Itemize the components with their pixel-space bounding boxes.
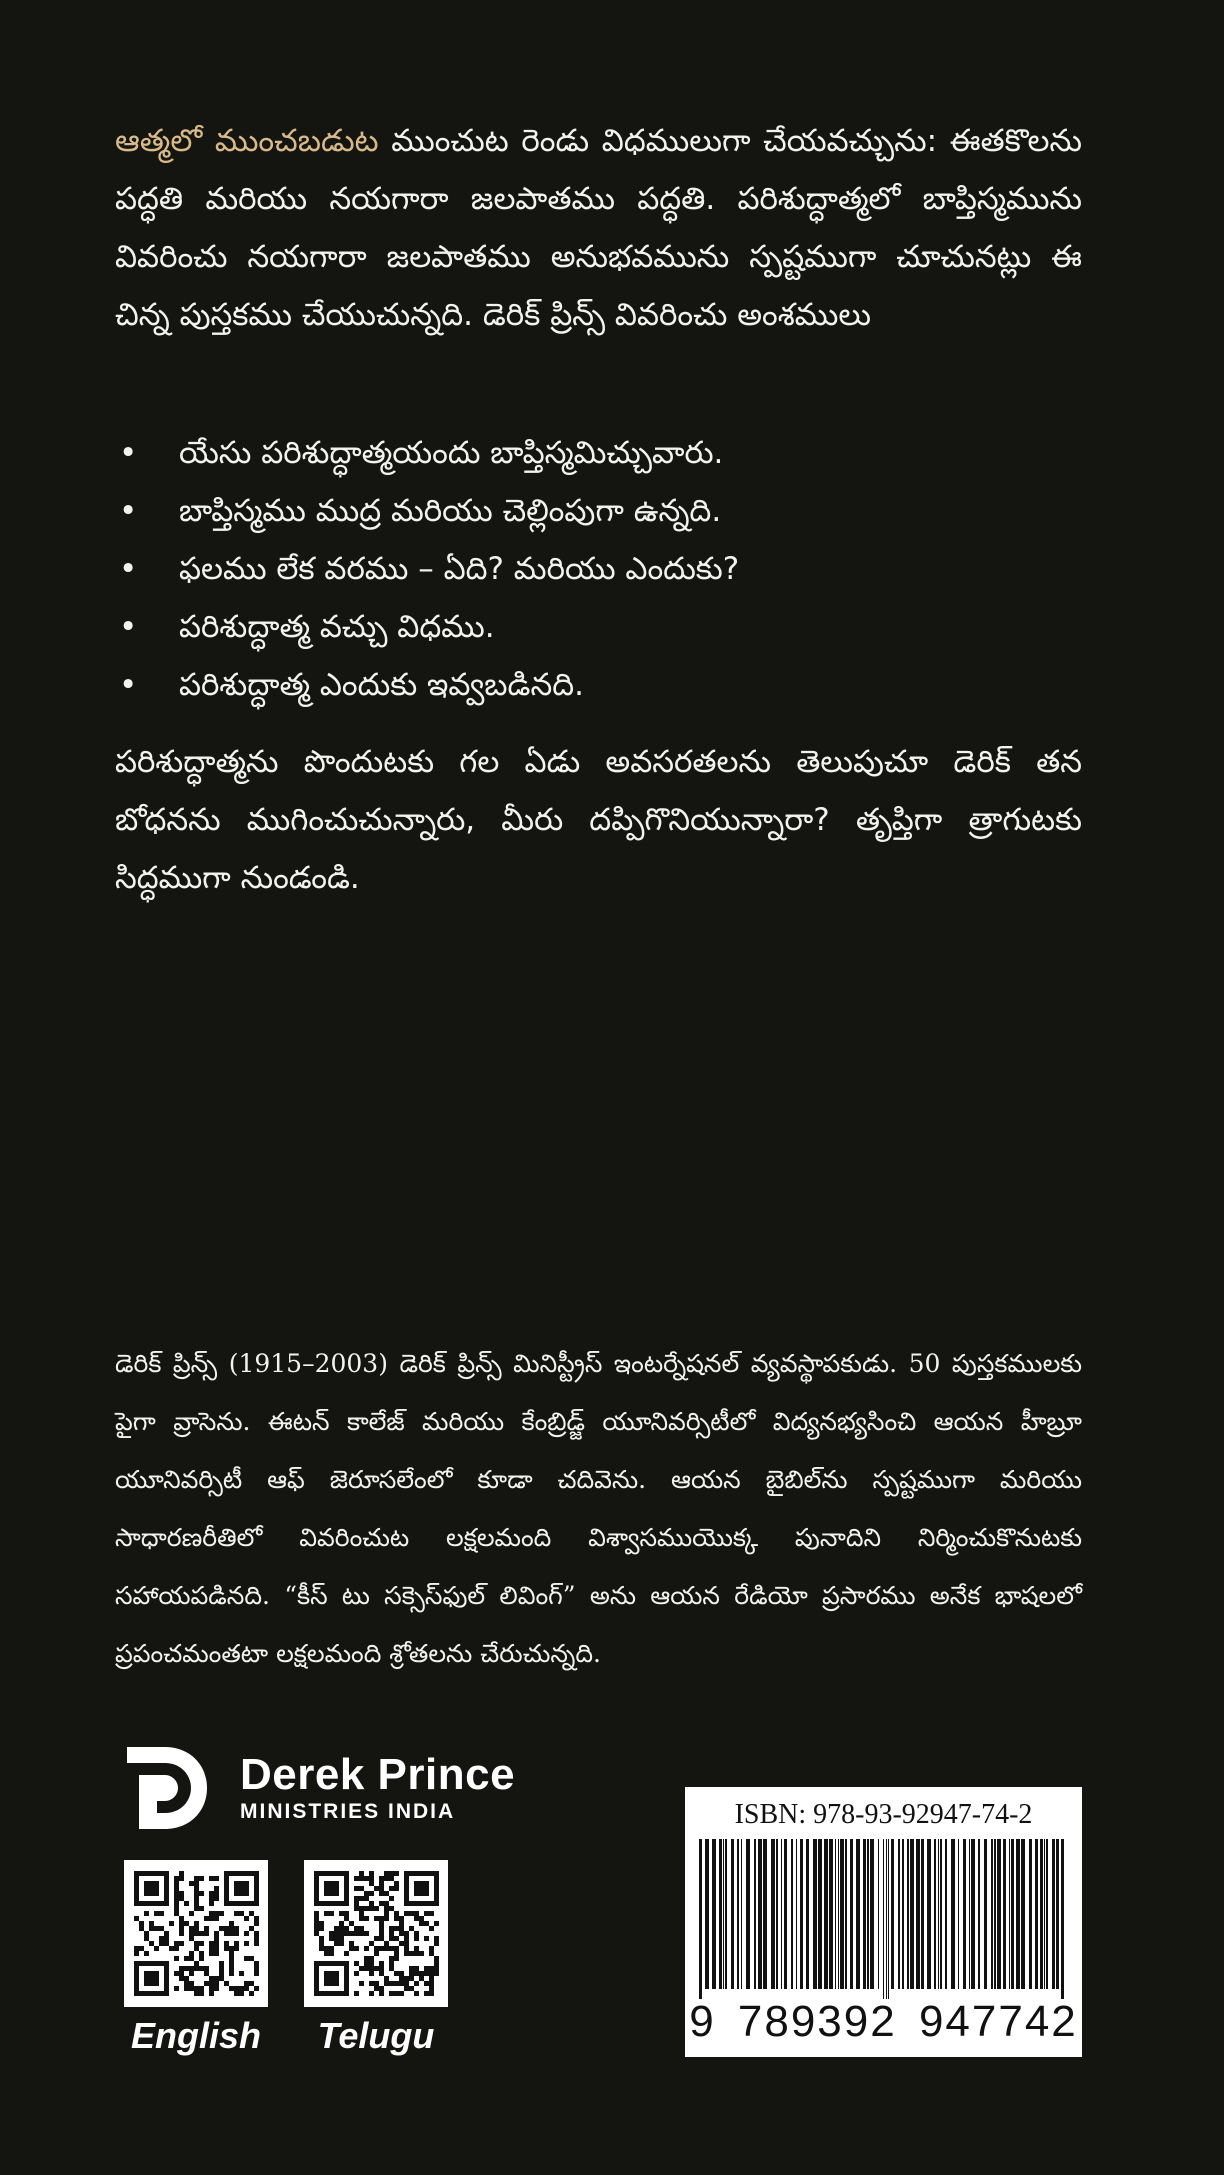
list-item-text: ఫలము లేక వరము – ఏది? మరియు ఎందుకు? [179, 551, 740, 587]
list-item [115, 424, 1082, 482]
qr-label-telugu: Telugu [317, 2015, 435, 2056]
bullet-icon: • [119, 493, 138, 529]
list-item-text: పరిశుద్ధాత్మ ఎందుకు ఇవ్వబడినది. [179, 667, 584, 703]
barcode-icon [699, 1839, 1068, 1999]
bullet-icon: • [119, 435, 138, 471]
qr-code-telugu[interactable] [304, 1860, 448, 2007]
list-item-text: బాప్తిస్మము ముద్ర మరియు చెల్లింపుగా ఉన్నది. [179, 493, 722, 529]
qr-code-english[interactable] [124, 1860, 268, 2007]
list-item [115, 598, 1082, 656]
qr-label-english: English [130, 2015, 261, 2056]
bullet-icon: • [119, 667, 138, 703]
list-item [115, 482, 1082, 540]
intro-text: ముంచుట రెండు విధములుగా చేయవచ్చును: ఈతకొలను పద్ధతి మరియు నయగారా జలపాతము పద్ధతి. పరిశుద్ధాత్మలో బాప్తిస్మమును వివరించు నయగారా జలపాతము అనుభవమును స్పష్టముగా చూచునట్లు ఈ చిన్న పుస్తకము చేయుచున్నది. డెరిక్ ప్రిన్స్ వివరించు అంశములు [115, 123, 1082, 333]
isbn-label: ISBN: 978-93-92947-74-2 [734, 1799, 1033, 1830]
author-bio: డెరిక్ ప్రిన్స్ (1915–2003) డెరిక్ ప్రిన్స్ మినిస్ట్రీస్ ఇంటర్నేషనల్ వ్యవస్థాపకుడు. 50 పుస్తకములకు పైగా వ్రాసెను. ఈటన్ కాలేజ్ మరియు కేంబ్రిడ్జ్ యూనివర్సిటీలో విద్యనభ్యసించి ఆయన హీబ్రూ యూనివర్సిటీ ఆఫ్ జెరూసలేంలో కూడా చదివెను. ఆయన బైబిల్‌ను స్పష్టముగా మరియు సాధారణరీతిలో వివరించుట లక్షలమంది విశ్వాసముయొక్క పునాదిని నిర్మించుకొనుటకు సహాయపడినది. “కీస్ టు సక్సెస్‌ఫుల్ లివింగ్” అను ఆయన రేడియో ప్రసారము అనేక భాషలలో ప్రపంచమంతటా లక్షలమంది శ్రోతలను చేరుచున్నది. [115, 1349, 1082, 1668]
publisher-subtitle: MINISTRIES INDIA [240, 1800, 456, 1823]
list-item [115, 656, 1082, 714]
book-title-highlight: ఆత్మలో ముంచబడుట [115, 123, 379, 159]
publisher-logo [125, 1743, 515, 1833]
isbn-barcode [685, 1787, 1082, 2057]
topics-list [115, 424, 1082, 714]
publisher-name: Derek Prince [240, 1750, 516, 1799]
closing-paragraph: పరిశుద్ధాత్మను పొందుటకు గల ఏడు అవసరతలను తెలుపుచూ డెరిక్ తన బోధనను ముగించుచున్నారు, మీరు దప్పిగొనియున్నారా? తృప్తిగా త్రాగుటకు సిద్ధముగా నుండండి. [115, 744, 1082, 896]
intro-paragraph [115, 112, 1082, 344]
bullet-icon: • [119, 609, 138, 645]
bullet-icon: • [119, 551, 138, 587]
qr-code-icon [124, 1860, 268, 2007]
list-item-text: యేసు పరిశుద్ధాత్మయందు బాప్తిస్మమిచ్చువారు. [179, 435, 724, 471]
list-item-text: పరిశుద్ధాత్మ వచ్చు విధము. [179, 609, 495, 645]
list-item [115, 540, 1082, 598]
qr-code-icon [304, 1860, 448, 2007]
isbn-digits: 9 789392 947742 [689, 1997, 1078, 2046]
dp-logo-icon [125, 1743, 210, 1833]
